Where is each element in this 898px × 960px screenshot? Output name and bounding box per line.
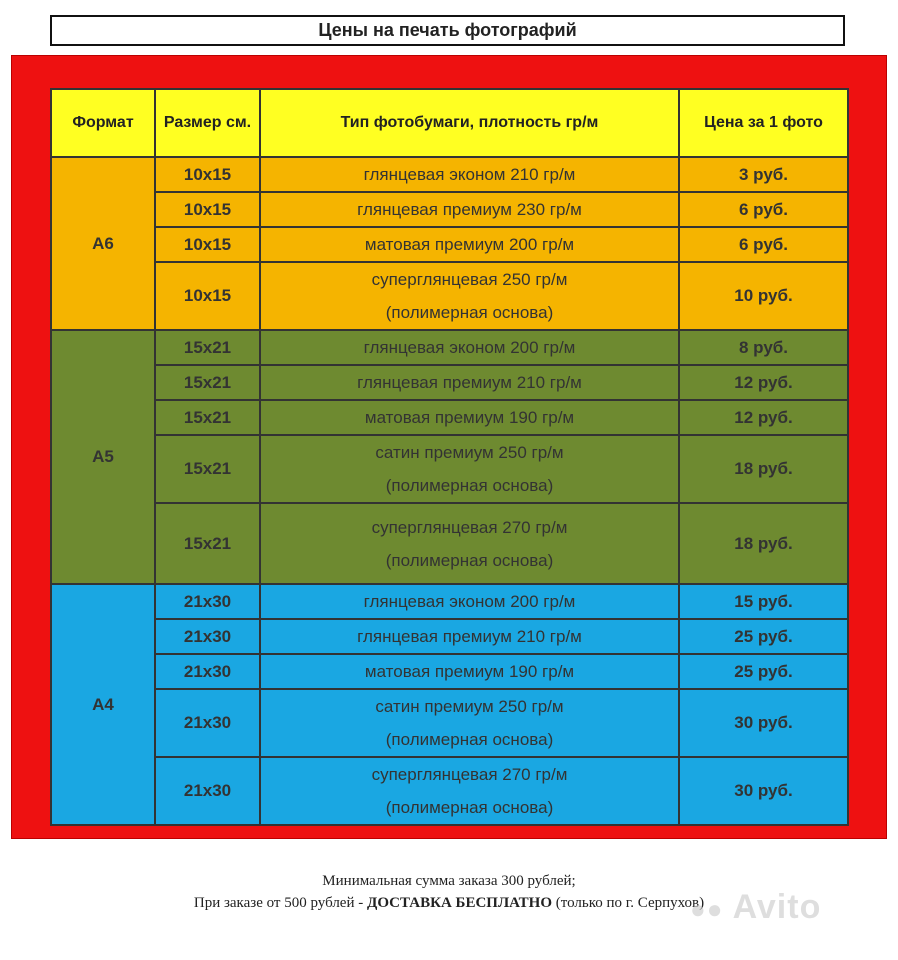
page-title: Цены на печать фотографий xyxy=(50,15,845,46)
size-cell: 21х30 xyxy=(155,654,260,689)
price-cell: 18 руб. xyxy=(679,503,848,584)
paper-type-line: суперглянцевая 270 гр/м xyxy=(371,517,568,537)
header-paper-type: Тип фотобумаги, плотность гр/м xyxy=(260,89,679,157)
table-row xyxy=(51,435,848,503)
paper-type-cell xyxy=(260,365,679,400)
table-row xyxy=(51,157,848,192)
paper-type-line: матовая премиум 190 гр/м xyxy=(364,662,575,681)
footer-delivery-suffix: (только по г. Серпухов) xyxy=(552,895,705,911)
table-row xyxy=(51,619,848,654)
size-cell: 15х21 xyxy=(155,435,260,503)
table-row xyxy=(51,584,848,619)
paper-type-cell xyxy=(260,689,679,757)
paper-type-line: суперглянцевая 270 гр/м xyxy=(371,765,568,784)
price-cell: 10 руб. xyxy=(679,262,848,330)
price-cell: 25 руб. xyxy=(679,654,848,689)
format-cell: А4 xyxy=(51,584,155,825)
size-cell: 15х21 xyxy=(155,400,260,435)
size-cell: 21х30 xyxy=(155,584,260,619)
avito-watermark xyxy=(690,888,821,927)
price-cell: 30 руб. xyxy=(679,689,848,757)
paper-type-line: (полимерная основа) xyxy=(385,550,554,570)
paper-type-cell xyxy=(260,503,679,584)
paper-type-cell xyxy=(260,227,679,262)
paper-type-cell xyxy=(260,757,679,825)
size-cell: 21х30 xyxy=(155,757,260,825)
price-cell: 12 руб. xyxy=(679,400,848,435)
size-cell: 15х21 xyxy=(155,503,260,584)
paper-type-line: (полимерная основа) xyxy=(385,730,554,749)
price-cell: 18 руб. xyxy=(679,435,848,503)
paper-type-cell xyxy=(260,654,679,689)
price-cell: 12 руб. xyxy=(679,365,848,400)
price-table-body xyxy=(51,157,848,825)
size-cell: 15х21 xyxy=(155,330,260,365)
size-cell: 21х30 xyxy=(155,619,260,654)
table-row xyxy=(51,365,848,400)
paper-type-cell xyxy=(260,435,679,503)
watermark-dots-icon: ●● xyxy=(690,894,724,924)
size-cell: 10х15 xyxy=(155,227,260,262)
paper-type-line: (полимерная основа) xyxy=(385,303,554,322)
paper-type-line: глянцевая премиум 230 гр/м xyxy=(357,200,582,219)
paper-type-line: матовая премиум 190 гр/м xyxy=(364,408,575,427)
table-row xyxy=(51,757,848,825)
paper-type-cell xyxy=(260,619,679,654)
price-cell: 3 руб. xyxy=(679,157,848,192)
header-format: Формат xyxy=(51,89,155,157)
watermark-text: Avito xyxy=(732,888,822,926)
table-row xyxy=(51,330,848,365)
price-cell: 30 руб. xyxy=(679,757,848,825)
price-cell: 25 руб. xyxy=(679,619,848,654)
header-size: Размер см. xyxy=(155,89,260,157)
footer-delivery-prefix: При заказе от 500 рублей - xyxy=(193,895,367,911)
table-row xyxy=(51,654,848,689)
price-cell: 15 руб. xyxy=(679,584,848,619)
size-cell: 10х15 xyxy=(155,192,260,227)
header-price: Цена за 1 фото xyxy=(679,89,848,157)
size-cell: 15х21 xyxy=(155,365,260,400)
paper-type-line: сатин премиум 250 гр/м xyxy=(375,697,564,716)
price-table xyxy=(50,88,849,826)
table-row xyxy=(51,689,848,757)
paper-type-line: глянцевая эконом 200 гр/м xyxy=(363,338,576,357)
paper-type-cell xyxy=(260,584,679,619)
price-cell: 6 руб. xyxy=(679,192,848,227)
table-row xyxy=(51,192,848,227)
paper-type-cell xyxy=(260,157,679,192)
size-cell: 10х15 xyxy=(155,262,260,330)
size-cell: 21х30 xyxy=(155,689,260,757)
paper-type-line: глянцевая эконом 200 гр/м xyxy=(363,592,576,611)
format-cell: А5 xyxy=(51,330,155,584)
paper-type-line: суперглянцевая 250 гр/м xyxy=(371,270,568,289)
table-row xyxy=(51,400,848,435)
paper-type-line: (полимерная основа) xyxy=(385,476,554,495)
format-cell: А6 xyxy=(51,157,155,330)
paper-type-line: (полимерная основа) xyxy=(385,798,554,817)
paper-type-line: сатин премиум 250 гр/м xyxy=(375,443,564,462)
paper-type-cell xyxy=(260,192,679,227)
footer-min-order: Минимальная сумма заказа 300 рублей; xyxy=(322,873,576,889)
price-cell: 8 руб. xyxy=(679,330,848,365)
table-row xyxy=(51,262,848,330)
paper-type-line: глянцевая премиум 210 гр/м xyxy=(357,373,582,392)
table-row xyxy=(51,227,848,262)
table-row xyxy=(51,503,848,584)
price-cell: 6 руб. xyxy=(679,227,848,262)
paper-type-cell xyxy=(260,262,679,330)
footer-delivery-free: ДОСТАВКА БЕСПЛАТНО xyxy=(367,895,553,911)
paper-type-cell xyxy=(260,400,679,435)
paper-type-line: глянцевая эконом 210 гр/м xyxy=(363,165,576,184)
paper-type-line: глянцевая премиум 210 гр/м xyxy=(357,627,582,646)
paper-type-cell xyxy=(260,330,679,365)
paper-type-line: матовая премиум 200 гр/м xyxy=(364,235,575,254)
size-cell: 10х15 xyxy=(155,157,260,192)
